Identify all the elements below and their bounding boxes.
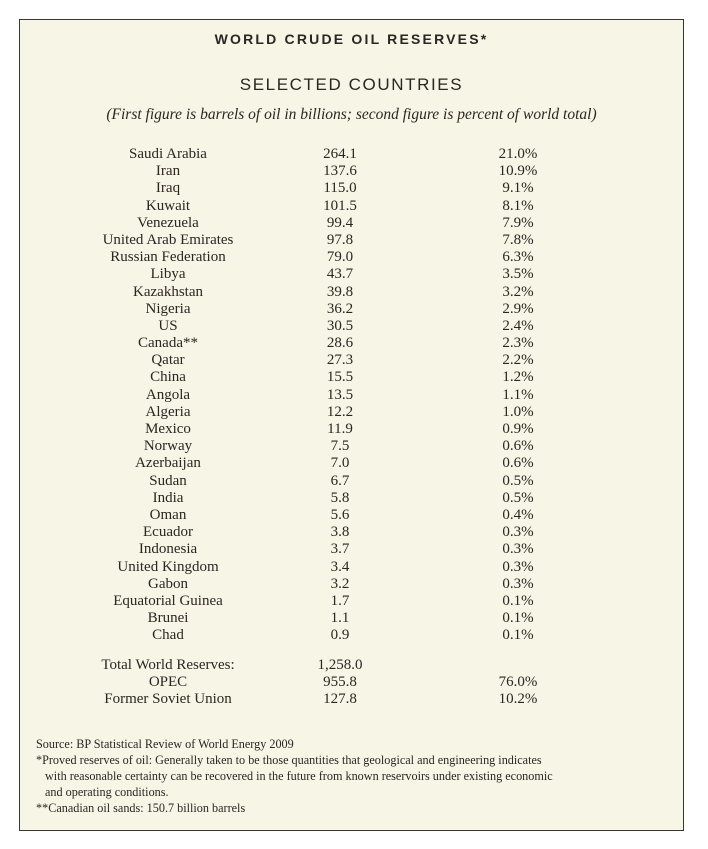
barrels-cell: 12.2 — [326, 403, 354, 420]
percent-cell: 7.8% — [502, 231, 534, 248]
table-row — [20, 593, 683, 610]
table-row — [20, 215, 683, 232]
barrels-cell: 1.7 — [330, 592, 350, 609]
percent-cell: 2.3% — [502, 335, 534, 352]
table-row — [20, 180, 683, 197]
table-row — [20, 507, 683, 524]
source-note: Source: BP Statistical Review of World Energy 2009 — [36, 737, 294, 751]
document-page — [19, 19, 684, 831]
country-cell: Equatorial Guinea — [113, 592, 223, 609]
percent-cell: 10.9% — [498, 163, 538, 180]
table-row — [20, 404, 683, 421]
country-cell: United Kingdom — [117, 558, 219, 575]
table-row — [20, 627, 683, 644]
barrels-cell: 955.8 — [323, 674, 357, 691]
percent-cell: 0.1% — [502, 627, 534, 644]
percent-cell: 0.3% — [502, 575, 534, 592]
table-row — [20, 421, 683, 438]
country-cell: OPEC — [148, 674, 188, 691]
totals-row — [20, 691, 683, 708]
percent-cell: 2.9% — [502, 300, 534, 317]
country-cell: Venezuela — [137, 214, 199, 231]
percent-cell: 21.0% — [498, 146, 538, 162]
barrels-cell: 27.3 — [326, 352, 354, 369]
table-row — [20, 284, 683, 301]
table-row — [20, 335, 683, 352]
country-cell: Kazakhstan — [133, 283, 203, 300]
table-row — [20, 301, 683, 318]
barrels-cell: 15.5 — [326, 369, 354, 386]
table-row — [20, 524, 683, 541]
proved-reserves-note-line-2: with reasonable certainty can be recovered in the future from known reservoirs under existing economic — [45, 769, 553, 783]
percent-cell: 0.6% — [502, 438, 534, 455]
country-cell: China — [150, 369, 186, 386]
country-cell: Kuwait — [145, 197, 191, 214]
barrels-cell: 3.4 — [330, 558, 350, 575]
table-row — [20, 490, 683, 507]
table-row — [20, 438, 683, 455]
table-row — [20, 198, 683, 215]
country-cell: Sudan — [149, 472, 187, 489]
percent-cell: 10.2% — [498, 691, 538, 708]
percent-cell: 8.1% — [502, 197, 534, 214]
barrels-cell: 1,258.0 — [317, 657, 363, 673]
table-row — [20, 163, 683, 180]
barrels-cell: 36.2 — [326, 300, 354, 317]
table-row — [20, 232, 683, 249]
country-cell: Ecuador — [143, 524, 193, 541]
country-cell: Algeria — [145, 403, 191, 420]
table-row — [20, 352, 683, 369]
reserves-table — [20, 146, 683, 644]
percent-cell: 1.0% — [502, 403, 534, 420]
totals-table — [20, 657, 683, 709]
table-row — [20, 576, 683, 593]
barrels-cell: 1.1 — [330, 610, 350, 627]
barrels-cell: 3.7 — [330, 541, 350, 558]
footnotes — [36, 736, 673, 816]
barrels-cell: 3.8 — [330, 524, 350, 541]
table-row — [20, 249, 683, 266]
percent-cell: 6.3% — [502, 249, 534, 266]
country-cell: India — [152, 489, 184, 506]
percent-cell: 0.3% — [502, 558, 534, 575]
country-cell: Total World Reserves: — [101, 657, 235, 673]
percent-cell: 1.2% — [502, 369, 534, 386]
barrels-cell: 0.9 — [330, 627, 350, 644]
country-cell: Angola — [145, 386, 191, 403]
country-cell: Azerbaijan — [135, 455, 201, 472]
barrels-cell: 115.0 — [323, 180, 357, 197]
percent-cell: 0.5% — [502, 489, 534, 506]
country-cell: Chad — [152, 627, 184, 644]
barrels-cell: 3.2 — [330, 575, 350, 592]
country-cell: Saudi Arabia — [129, 146, 207, 162]
country-cell: US — [158, 317, 178, 334]
table-row — [20, 387, 683, 404]
table-row — [20, 610, 683, 627]
table-row — [20, 369, 683, 386]
percent-cell: 2.2% — [502, 352, 534, 369]
percent-cell: 76.0% — [498, 674, 538, 691]
barrels-cell: 101.5 — [323, 197, 357, 214]
country-cell: Oman — [149, 506, 187, 523]
table-row — [20, 473, 683, 490]
barrels-cell: 28.6 — [326, 335, 354, 352]
country-cell: Former Soviet Union — [104, 691, 232, 708]
proved-reserves-note-line-1: *Proved reserves of oil: Generally taken to be those quantities that geological and engineering indicates — [36, 753, 542, 767]
barrels-cell: 7.0 — [330, 455, 350, 472]
table-row — [20, 541, 683, 558]
barrels-cell: 137.6 — [323, 163, 357, 180]
percent-cell: 0.6% — [502, 455, 534, 472]
table-row — [20, 455, 683, 472]
country-cell: Canada** — [138, 335, 198, 352]
proved-reserves-note-line-3: and operating conditions. — [45, 785, 169, 799]
country-cell: Iraq — [155, 180, 181, 197]
country-cell: Brunei — [147, 610, 189, 627]
percent-cell: 0.3% — [502, 541, 534, 558]
percent-cell: 0.9% — [502, 421, 534, 437]
percent-cell: 3.5% — [502, 266, 534, 283]
barrels-cell: 39.8 — [326, 283, 354, 300]
barrels-cell: 97.8 — [326, 231, 354, 248]
country-cell: Iran — [155, 163, 181, 180]
barrels-cell: 99.4 — [326, 214, 354, 231]
barrels-cell: 264.1 — [323, 146, 357, 162]
country-cell: Russian Federation — [110, 249, 226, 266]
percent-cell: 7.9% — [502, 214, 534, 231]
country-cell: Nigeria — [145, 300, 191, 317]
percent-cell: 9.1% — [502, 180, 534, 197]
percent-cell: 0.1% — [502, 610, 534, 627]
barrels-cell: 5.6 — [330, 506, 350, 523]
table-row — [20, 146, 683, 163]
table-row — [20, 559, 683, 576]
percent-cell: 2.4% — [502, 317, 534, 334]
percent-cell: 0.4% — [502, 506, 534, 523]
country-cell: Gabon — [148, 575, 188, 592]
barrels-cell: 6.7 — [330, 472, 350, 489]
page-title: WORLD CRUDE OIL RESERVES* — [214, 31, 489, 47]
country-cell: United Arab Emirates — [102, 231, 234, 248]
barrels-cell: 13.5 — [326, 386, 354, 403]
barrels-cell: 7.5 — [330, 438, 350, 455]
percent-cell: 1.1% — [502, 386, 534, 403]
barrels-cell: 127.8 — [323, 691, 357, 708]
barrels-cell: 11.9 — [327, 421, 353, 437]
barrels-cell: 30.5 — [326, 317, 354, 334]
totals-row — [20, 674, 683, 691]
totals-row — [20, 657, 683, 674]
country-cell: Norway — [143, 438, 193, 455]
barrels-cell: 43.7 — [326, 266, 354, 283]
country-cell: Mexico — [145, 421, 191, 437]
country-cell: Qatar — [151, 352, 185, 369]
country-cell: Indonesia — [138, 541, 198, 558]
barrels-cell: 5.8 — [330, 489, 350, 506]
percent-cell: 0.3% — [502, 524, 534, 541]
percent-cell: 3.2% — [502, 283, 534, 300]
table-row — [20, 266, 683, 283]
percent-cell: 0.5% — [502, 472, 534, 489]
column-note: (First figure is barrels of oil in billions; second figure is percent of world total) — [106, 106, 597, 123]
country-cell: Libya — [150, 266, 186, 283]
barrels-cell: 79.0 — [326, 249, 354, 266]
canadian-oil-sands-note: **Canadian oil sands: 150.7 billion barrels — [36, 801, 246, 815]
table-row — [20, 318, 683, 335]
page-subtitle: SELECTED COUNTRIES — [239, 75, 464, 94]
percent-cell: 0.1% — [502, 592, 534, 609]
